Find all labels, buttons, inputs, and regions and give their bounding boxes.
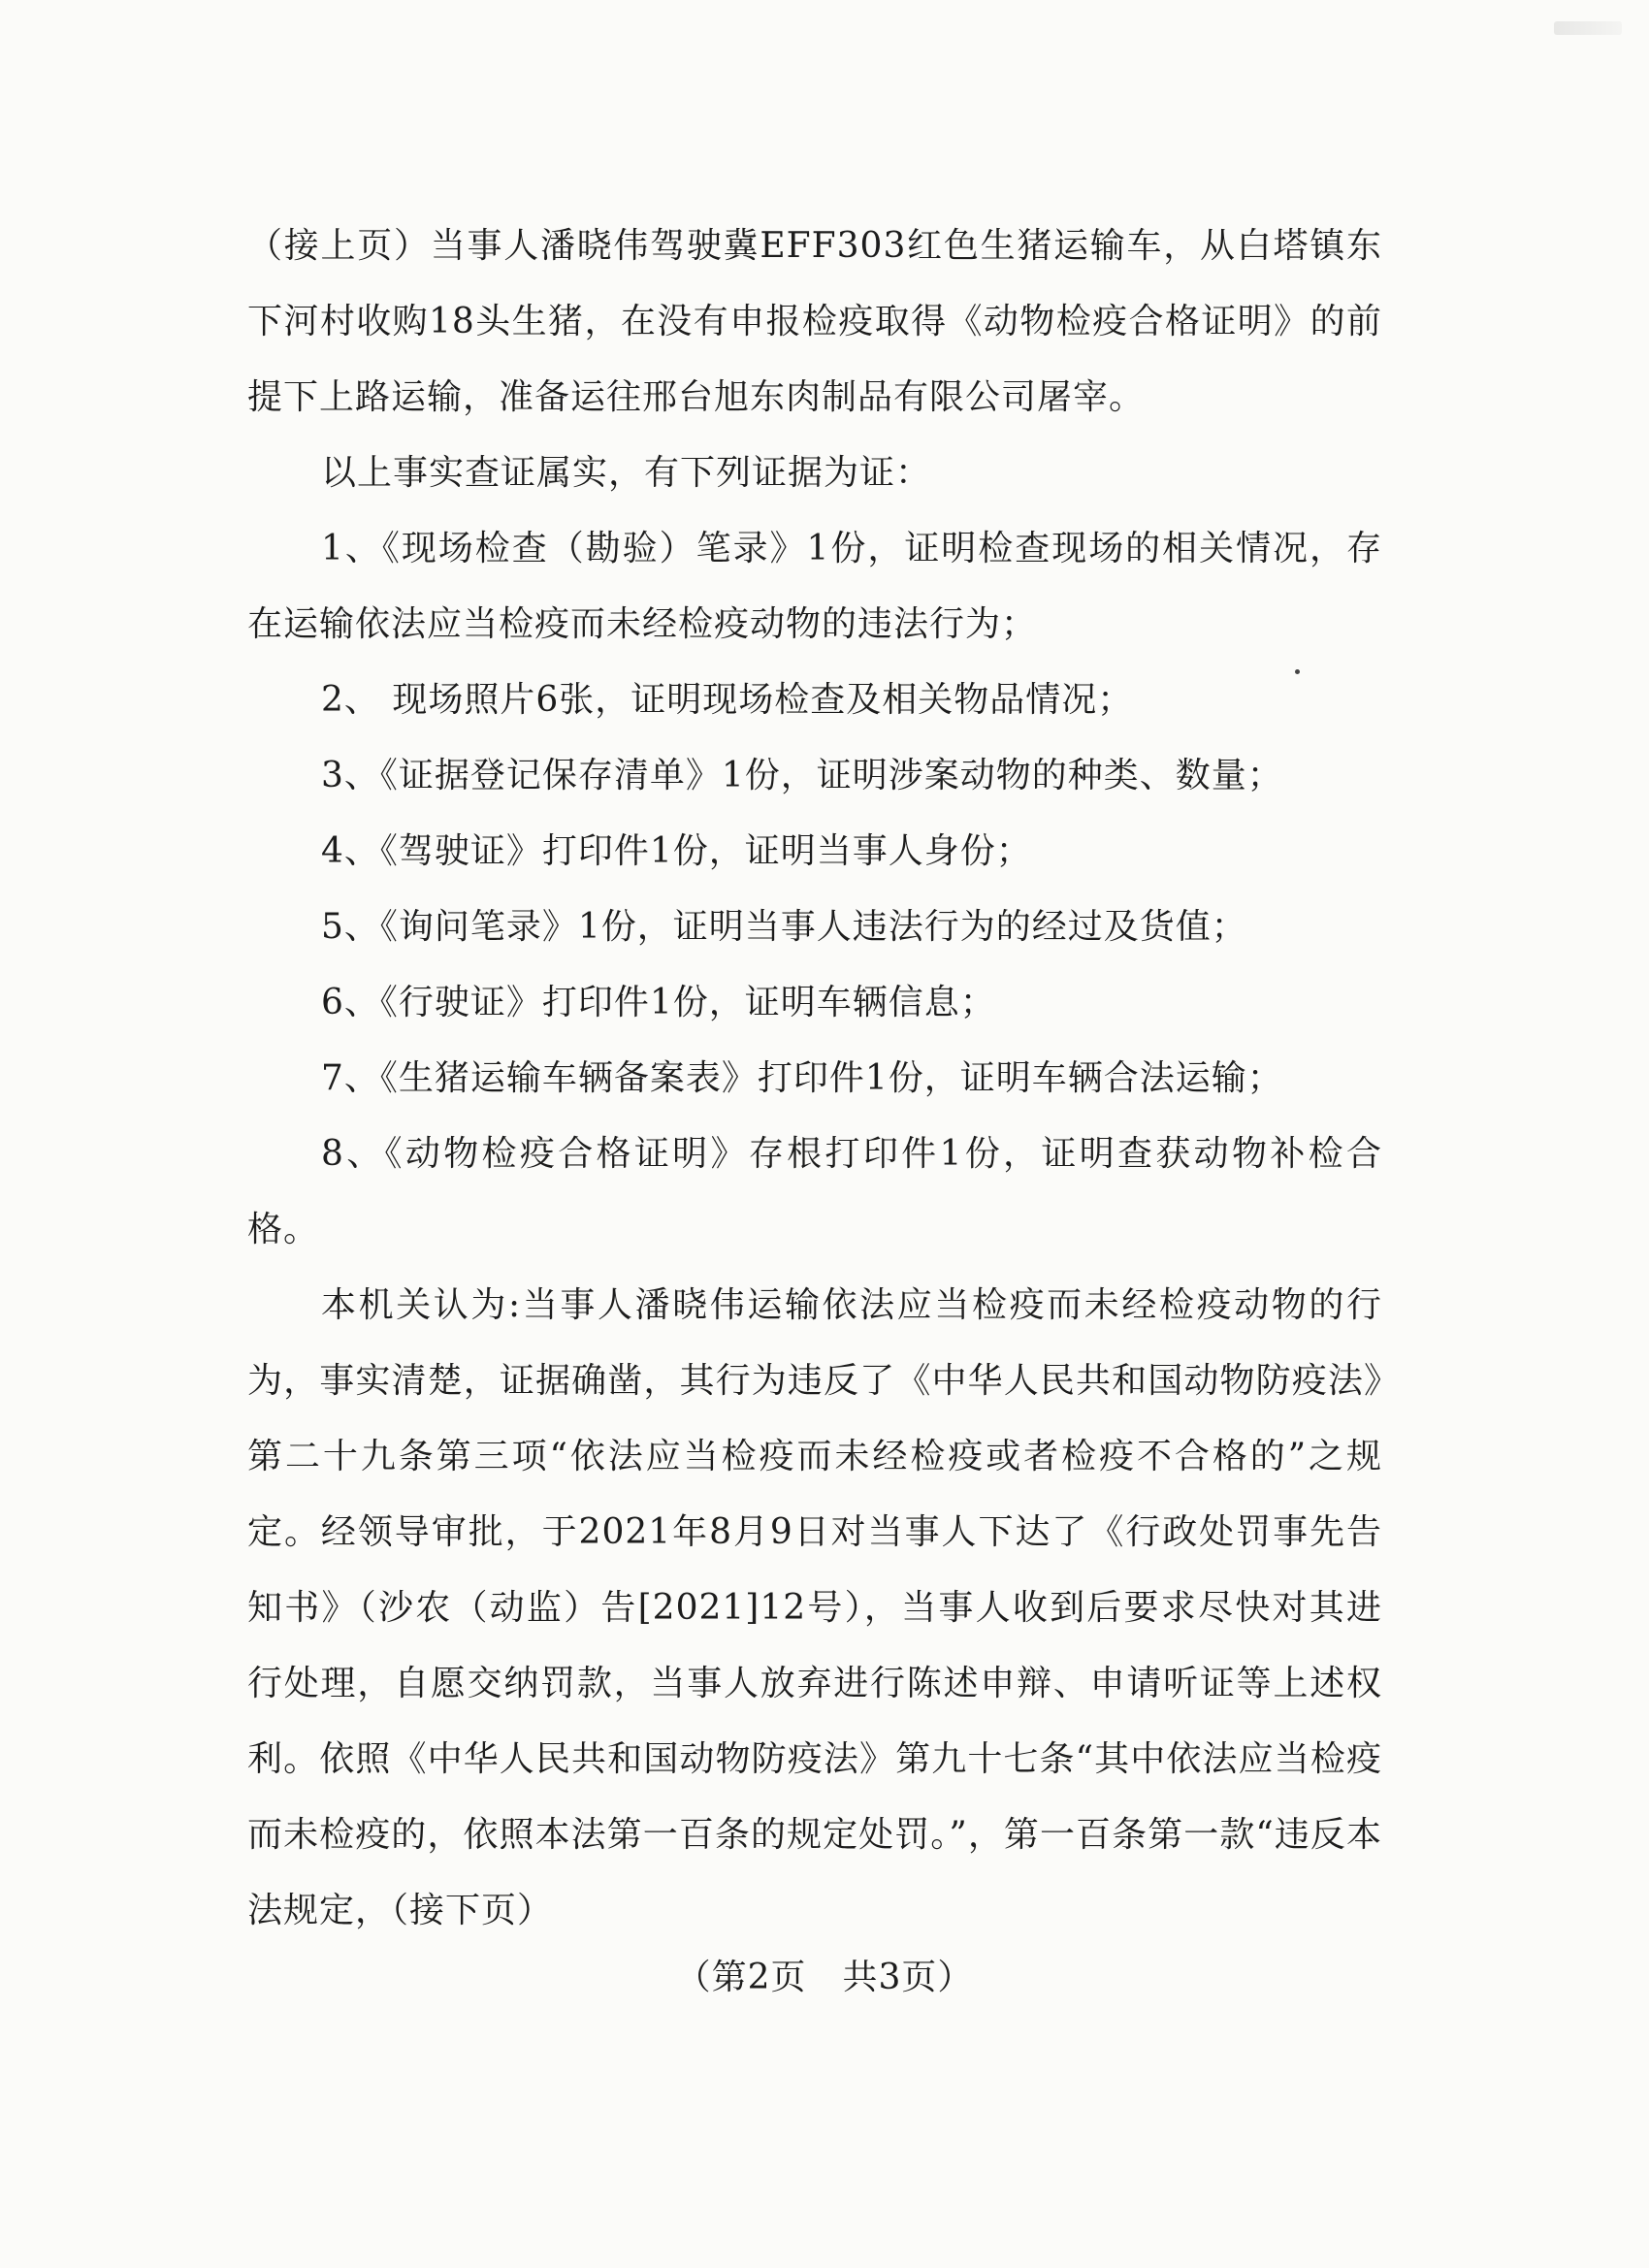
evidence-item-8: 8、《动物检疫合格证明》存根打印件1份，证明查获动物补检合格。: [247, 1134, 1382, 1249]
evidence-item-3: 3、《证据登记保存清单》1份，证明涉案动物的种类、数量；: [321, 756, 1283, 795]
paragraph-determination: 本机关认为:当事人潘晓伟运输依法应当检疫而未经检疫动物的行为，事实清楚，证据确凿，其行为违反了《中华人民共和国动物防疫法》第二十九条第三项“依法应当检疫而未经检疫或者检疫不合格的”之规定。经领导审批，于2021年8月9日对当事人下达了《行政处罚事先告知书》（沙农（动监）告[2021]12号），当事人收到后要求尽快对其进行处理，自愿交纳罚款，当事人放弃进行陈述申辩、申请听证等上述权利。依照《中华人民共和国动物防疫法》第九十七条“其中依法应当检疫而未检疫的，依照本法第一百条的规定处罚。”，第一百条第一款“违反本法规定，（接下页）: [247, 1285, 1382, 1930]
evidence-item-4: 4、《驾驶证》打印件1份，证明当事人身份；: [321, 831, 1032, 871]
evidence-item-7: 7、《生猪运输车辆备案表》打印件1份，证明车辆合法运输；: [321, 1058, 1283, 1098]
page-number-footer: （第2页 共3页）: [675, 1958, 974, 1997]
evidence-item-6: 6、《行驶证》打印件1份，证明车辆信息；: [321, 983, 996, 1022]
paragraph-facts: （接上页）当事人潘晓伟驾驶冀EFF303红色生猪运输车，从白塔镇东下河村收购18头生猪，在没有申报检疫取得《动物检疫合格证明》的前提下上路运输，准备运往邢台旭东肉制品有限公司屠宰。: [247, 226, 1382, 417]
scan-mark: [1554, 21, 1622, 35]
evidence-item-1: 1、《现场检查（勘验）笔录》1份，证明检查现场的相关情况，存在运输依法应当检疫而未经检疫动物的违法行为；: [247, 529, 1382, 644]
evidence-item-2: 2、 现场照片6张，证明现场检查及相关物品情况；: [321, 680, 1134, 720]
paragraph-evidence-intro: 以上事实查证属实，有下列证据为证：: [321, 453, 932, 493]
scan-speck: [1295, 669, 1300, 674]
document-body: [247, 209, 1382, 1949]
evidence-item-5: 5、《询问笔录》1份，证明当事人违法行为的经过及货值；: [321, 907, 1247, 947]
